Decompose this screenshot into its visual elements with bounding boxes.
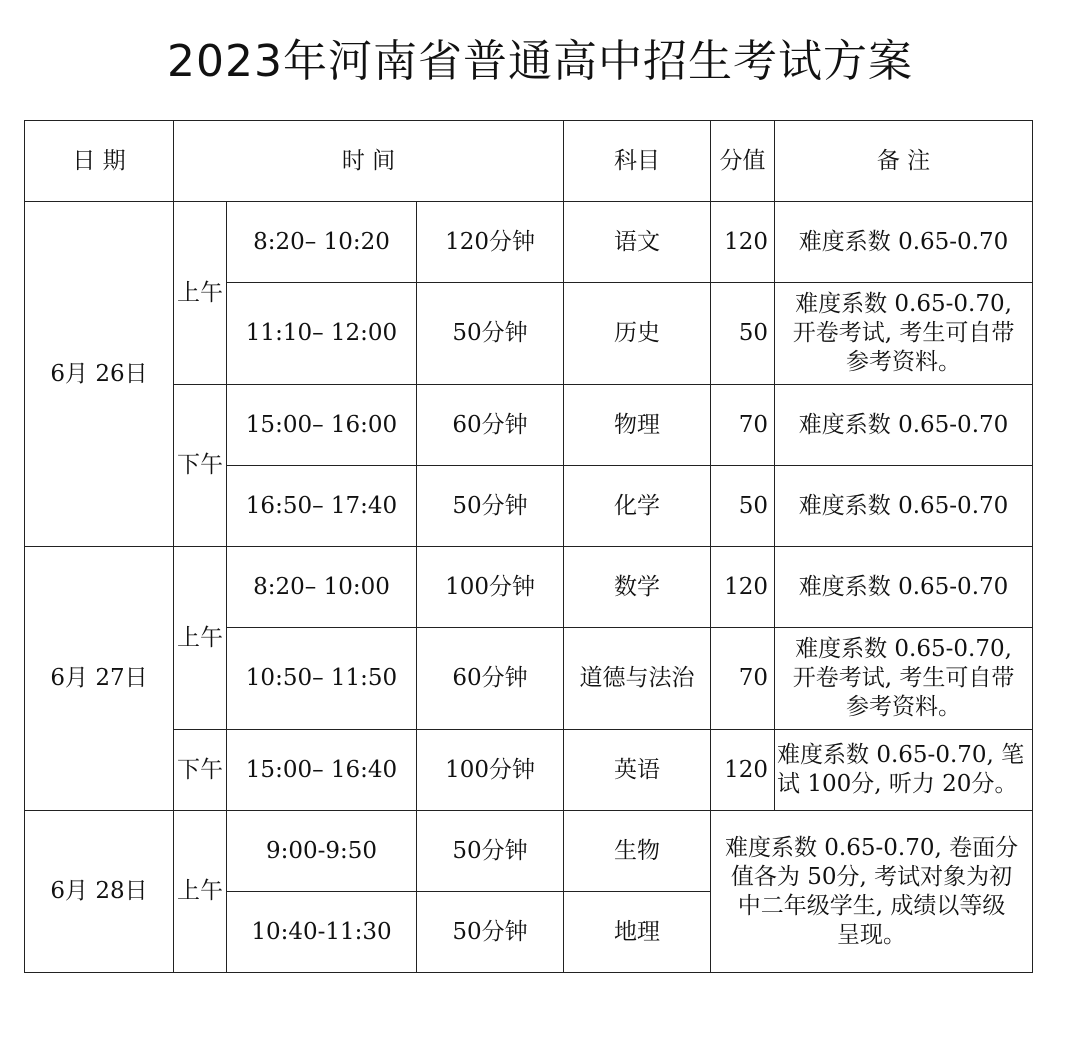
time-cell: 15:00– 16:40 [227,730,417,811]
note-line: 值各为 50分, 考试对象为初 [730,863,1013,890]
note-line: 难度系数 0.65-0.70 [798,411,1009,438]
note-cell [775,547,1033,628]
subject-cell: 数学 [564,547,711,628]
subject-cell: 化学 [564,466,711,547]
session-cell: 上午 [174,547,227,730]
duration-cell: 50分钟 [417,811,564,892]
score-cell: 120 [711,730,775,811]
table-header-row [25,121,1033,202]
note-cell [775,628,1033,730]
duration-cell: 100分钟 [417,730,564,811]
score-cell: 70 [711,628,775,730]
note-cell [775,730,1033,811]
duration-cell: 50分钟 [417,466,564,547]
note-line: 难度系数 0.65-0.70, 笔 [777,742,1025,768]
note-line: 开卷考试, 考生可自带 [792,320,1015,346]
header-note: 备 注 [775,121,1033,202]
note-line: 难度系数 0.65-0.70, [795,636,1012,662]
note-line: 参考资料。 [846,349,962,375]
session-cell: 上午 [174,811,227,973]
note-cell [775,202,1033,283]
score-cell: 50 [711,466,775,547]
session-cell: 下午 [174,385,227,547]
subject-cell: 英语 [564,730,711,811]
note-cell [775,385,1033,466]
note-line: 难度系数 0.65-0.70, 卷面分 [724,834,1019,861]
note-line: 难度系数 0.65-0.70 [798,492,1009,519]
duration-cell: 120分钟 [417,202,564,283]
time-cell: 10:40-11:30 [227,892,417,973]
date-cell: 6月 27日 [25,547,174,811]
table-row [25,730,1033,811]
note-line: 难度系数 0.65-0.70, [795,291,1012,317]
header-date: 日 期 [25,121,174,202]
score-cell: 50 [711,283,775,385]
subject-cell: 生物 [564,811,711,892]
note-line: 中二年级学生, 成绩以等级 [737,892,1006,919]
note-line: 呈现。 [837,921,907,948]
note-cell [775,283,1033,385]
duration-cell: 50分钟 [417,892,564,973]
note-line: 开卷考试, 考生可自带 [792,665,1015,691]
duration-cell: 50分钟 [417,283,564,385]
time-cell: 8:20– 10:00 [227,547,417,628]
shared-note-cell [711,811,1033,973]
time-cell: 15:00– 16:00 [227,385,417,466]
table-row [25,202,1033,283]
page-title: 2023年河南省普通高中招生考试方案 [167,36,913,87]
session-cell: 上午 [174,202,227,385]
session-cell: 下午 [174,730,227,811]
table-row [25,811,1033,892]
header-time: 时 间 [174,121,564,202]
time-cell: 11:10– 12:00 [227,283,417,385]
date-cell: 6月 26日 [25,202,174,547]
score-cell: 120 [711,202,775,283]
subject-cell: 语文 [564,202,711,283]
note-line: 参考资料。 [846,694,962,720]
score-cell: 120 [711,547,775,628]
time-cell: 9:00-9:50 [227,811,417,892]
note-cell [775,466,1033,547]
time-cell: 8:20– 10:20 [227,202,417,283]
note-line: 难度系数 0.65-0.70 [798,228,1009,255]
time-cell: 16:50– 17:40 [227,466,417,547]
subject-cell: 地理 [564,892,711,973]
subject-cell: 历史 [564,283,711,385]
table-row [25,547,1033,628]
subject-cell: 道德与法治 [564,628,711,730]
header-subject: 科目 [564,121,711,202]
date-cell: 6月 28日 [25,811,174,973]
header-score: 分值 [711,121,775,202]
time-cell: 10:50– 11:50 [227,628,417,730]
subject-cell: 物理 [564,385,711,466]
duration-cell: 100分钟 [417,547,564,628]
exam-schedule-table [24,120,1033,973]
note-line: 难度系数 0.65-0.70 [798,573,1009,600]
note-line: 试 100分, 听力 20分。 [777,771,1018,797]
duration-cell: 60分钟 [417,628,564,730]
duration-cell: 60分钟 [417,385,564,466]
table-row [25,385,1033,466]
score-cell: 70 [711,385,775,466]
